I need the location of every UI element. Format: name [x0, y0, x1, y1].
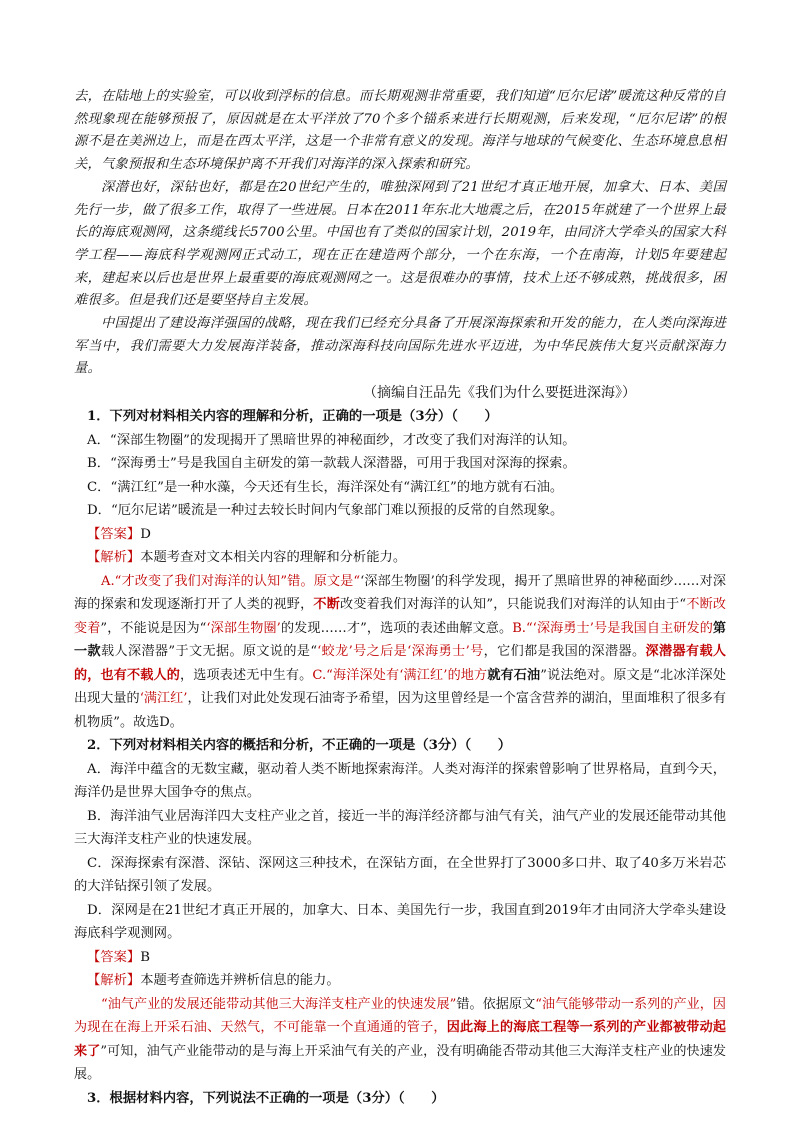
analysis-segment: ”可知，油气产业能带动的是与海上开采油气有关的产业，没有明确能否带动其他三大海洋支柱产业的快速发展。 [74, 1043, 726, 1083]
question-2-analysis-text [74, 993, 726, 1087]
analysis-segment: ‘蛟龙’号之后是‘深海勇士’号 [317, 644, 484, 660]
analysis-segment: C.“海洋深处有‘满江红’的地方 [312, 667, 488, 683]
analysis-segment: “油气产业的发展还能带动其他三大海洋支柱产业的快速发展” [101, 996, 457, 1012]
passage-paragraph-1: 去，在陆地上的实验室，可以收到浮标的信息。而长期观测非常重要，我们知道“厄尔尼诺”暖流这种反常的自然现象现在能够预报了，原因就是在太平洋放了70个多个锚系来进行长期观测，后来发现，“厄尔尼诺”的根源不是在美洲边上，而是在西太平洋，这是一个非常有意义的发现。海洋与地球的气候变化、生态环境息息相关，气象预报和生态环境保护离不开我们对海洋的深入探索和研究。 [74, 89, 726, 173]
analysis-segment: ‘深部生物圈’的科学发现，揭开了黑暗世界的神秘面纱……对深海的探索和发现逐渐打开了人类的视野， [74, 573, 726, 613]
analysis-segment: 深潜器有载人的，也有不载人的 [74, 644, 727, 683]
question-1-analysis-heading [74, 546, 726, 570]
question-1-answer [74, 523, 726, 547]
analysis-segment: ‘满江红’ [139, 691, 188, 707]
analysis-segment: ，它们都是我国的深潜器。 [483, 644, 646, 660]
question-1-option-d: D．“厄尔尼诺”暖流是一种过去较长时间内气象部门难以预报的反常的自然现象。 [87, 503, 564, 519]
question-2-analysis-heading [74, 969, 726, 993]
passage-citation: （摘编自汪品先《我们为什么要挺进深海》） [363, 385, 636, 402]
question-3-stem: 3．根据材料内容，下列说法不正确的一项是（3分）（ ） [87, 1090, 445, 1106]
analysis-segment: 不断 [313, 597, 341, 613]
analysis-label: 【解析】 [87, 973, 141, 989]
question-2-option-a: A．海洋中蕴含的无数宝藏，驱动着人类不断地探索海洋。人类对海洋的探索曾影响了世界格局，直到今天，海洋仍是世界大国争夺的焦点。 [74, 761, 726, 801]
analysis-segment: 第一款 [74, 620, 727, 660]
analysis-segment: ，让我们对此处发现石油寄予希望，因为这里曾经是一个富含营养的湖泊，里面堆积了很多有机物质”。故选D。 [74, 691, 727, 730]
passage-paragraph-2: 深潜也好，深钻也好，都是在20世纪产生的，唯独深网到了21世纪才真正地开展，加拿大、日本、美国先行一步，做了很多工作，取得了一些进展。日本在2011年东北大地震之后，在2015年就建了一个世界上最长的海底观测网，这条缆线长5700公里。中国也有了类似的国家计划，2019年，由同济大学牵头的国家大科学工程——海底科学观测网正式动工，现在正在建造两个部分，一个在东海，一个在南海，计划5年要建起来，建起来以后也是世界上最重要的海底观测网之一。这是很难办的事情，技术上还不够成熟，挑战很多，困难很多。但是我们还是要坚持自主发展。 [74, 179, 726, 309]
question-2-stem: 2．下列对材料相关内容的概括和分析，不正确的一项是（3分）（ ） [87, 738, 512, 754]
analysis-segment: ，选项表述无中生有。 [179, 667, 313, 683]
analysis-segment: “油气能够带动一系列的产业，因为现在在海上开采石油、天然气，不可能靠一个直通通的管子， [74, 996, 727, 1036]
answer-label: 【答案】 [87, 526, 141, 542]
analysis-segment: A.“才改变了我们对海洋的认知”错。原文是“ [101, 573, 361, 589]
analysis-segment: ‘深部生物圈’ [206, 620, 281, 636]
analysis-segment: 不断改变着 [74, 597, 727, 636]
question-2-option-d: D．深网是在21世纪才真正开展的，加拿大、日本、美国先行一步，我国直到2019年才由同济大学牵头建设海底科学观测网。 [74, 902, 726, 942]
answer-value: D [140, 526, 151, 542]
analysis-segment: ”，不能说是因为“ [100, 620, 207, 636]
analysis-segment: 就有石油 [487, 667, 541, 683]
question-2-option-c: C．深海探索有深潜、深钻、深网这三种技术，在深钻方面，在全世界打了3000多口井、取了40多万米岩芯的大洋钻探引领了发展。 [74, 855, 726, 895]
analysis-segment: 的发现……才”，选项的表述曲解文意。 [280, 620, 513, 636]
analysis-label: 【解析】 [87, 550, 141, 566]
analysis-segment: 错。依据原文 [456, 996, 536, 1012]
analysis-segment: 因此海上的海底工程等一系列的产业都被带动起来了 [74, 1020, 727, 1059]
analysis-segment: ”说法绝对。原文是“北冰洋深处出现大量的 [74, 667, 727, 707]
answer-label: 【答案】 [87, 949, 141, 965]
passage-paragraph-3: 中国提出了建设海洋强国的战略，现在我们已经充分具备了开展深海探索和开发的能力，在人类向深海进军当中，我们需要大力发展海洋装备，推动深海科技向国际先进水平迈进，为中华民族伟大复兴贡献深海力量。 [74, 316, 726, 377]
question-2-answer [74, 946, 726, 970]
question-1-option-b: B．“深海勇士”号是我国自主研发的第一款载人深潜器，可用于我国对深海的探索。 [87, 456, 576, 472]
question-1-option-c: C．“满江红”是一种水藻，今天还有生长，海洋深处有“满江红”的地方就有石油。 [87, 479, 564, 495]
answer-value: B [140, 949, 150, 965]
analysis-segment: B.“‘深海勇士’号是我国自主研发的 [512, 620, 713, 636]
analysis-intro: 本题考查对文本相关内容的理解和分析能力。 [140, 550, 407, 566]
question-2-option-b: B．海洋油气业居海洋四大支柱产业之首，接近一半的海洋经济都与油气有关，油气产业的发展还能带动其他三大海洋支柱产业的快速发展。 [74, 808, 726, 848]
analysis-segment: 载人深潜器”于文无据。原文说的是“ [100, 644, 318, 660]
question-1-analysis-text [74, 570, 726, 735]
analysis-intro: 本题考查筛选并辨析信息的能力。 [140, 973, 340, 989]
question-1-option-a: A．“深部生物圈”的发现揭开了黑暗世界的神秘面纱，才改变了我们对海洋的认知。 [87, 432, 576, 448]
document-page [74, 86, 726, 1110]
analysis-segment: 改变着我们对海洋的认知”，只能说我们对海洋的认知由于“ [340, 597, 687, 613]
question-1-stem: 1．下列对材料相关内容的理解和分析，正确的一项是（3分）（ ） [87, 409, 498, 425]
